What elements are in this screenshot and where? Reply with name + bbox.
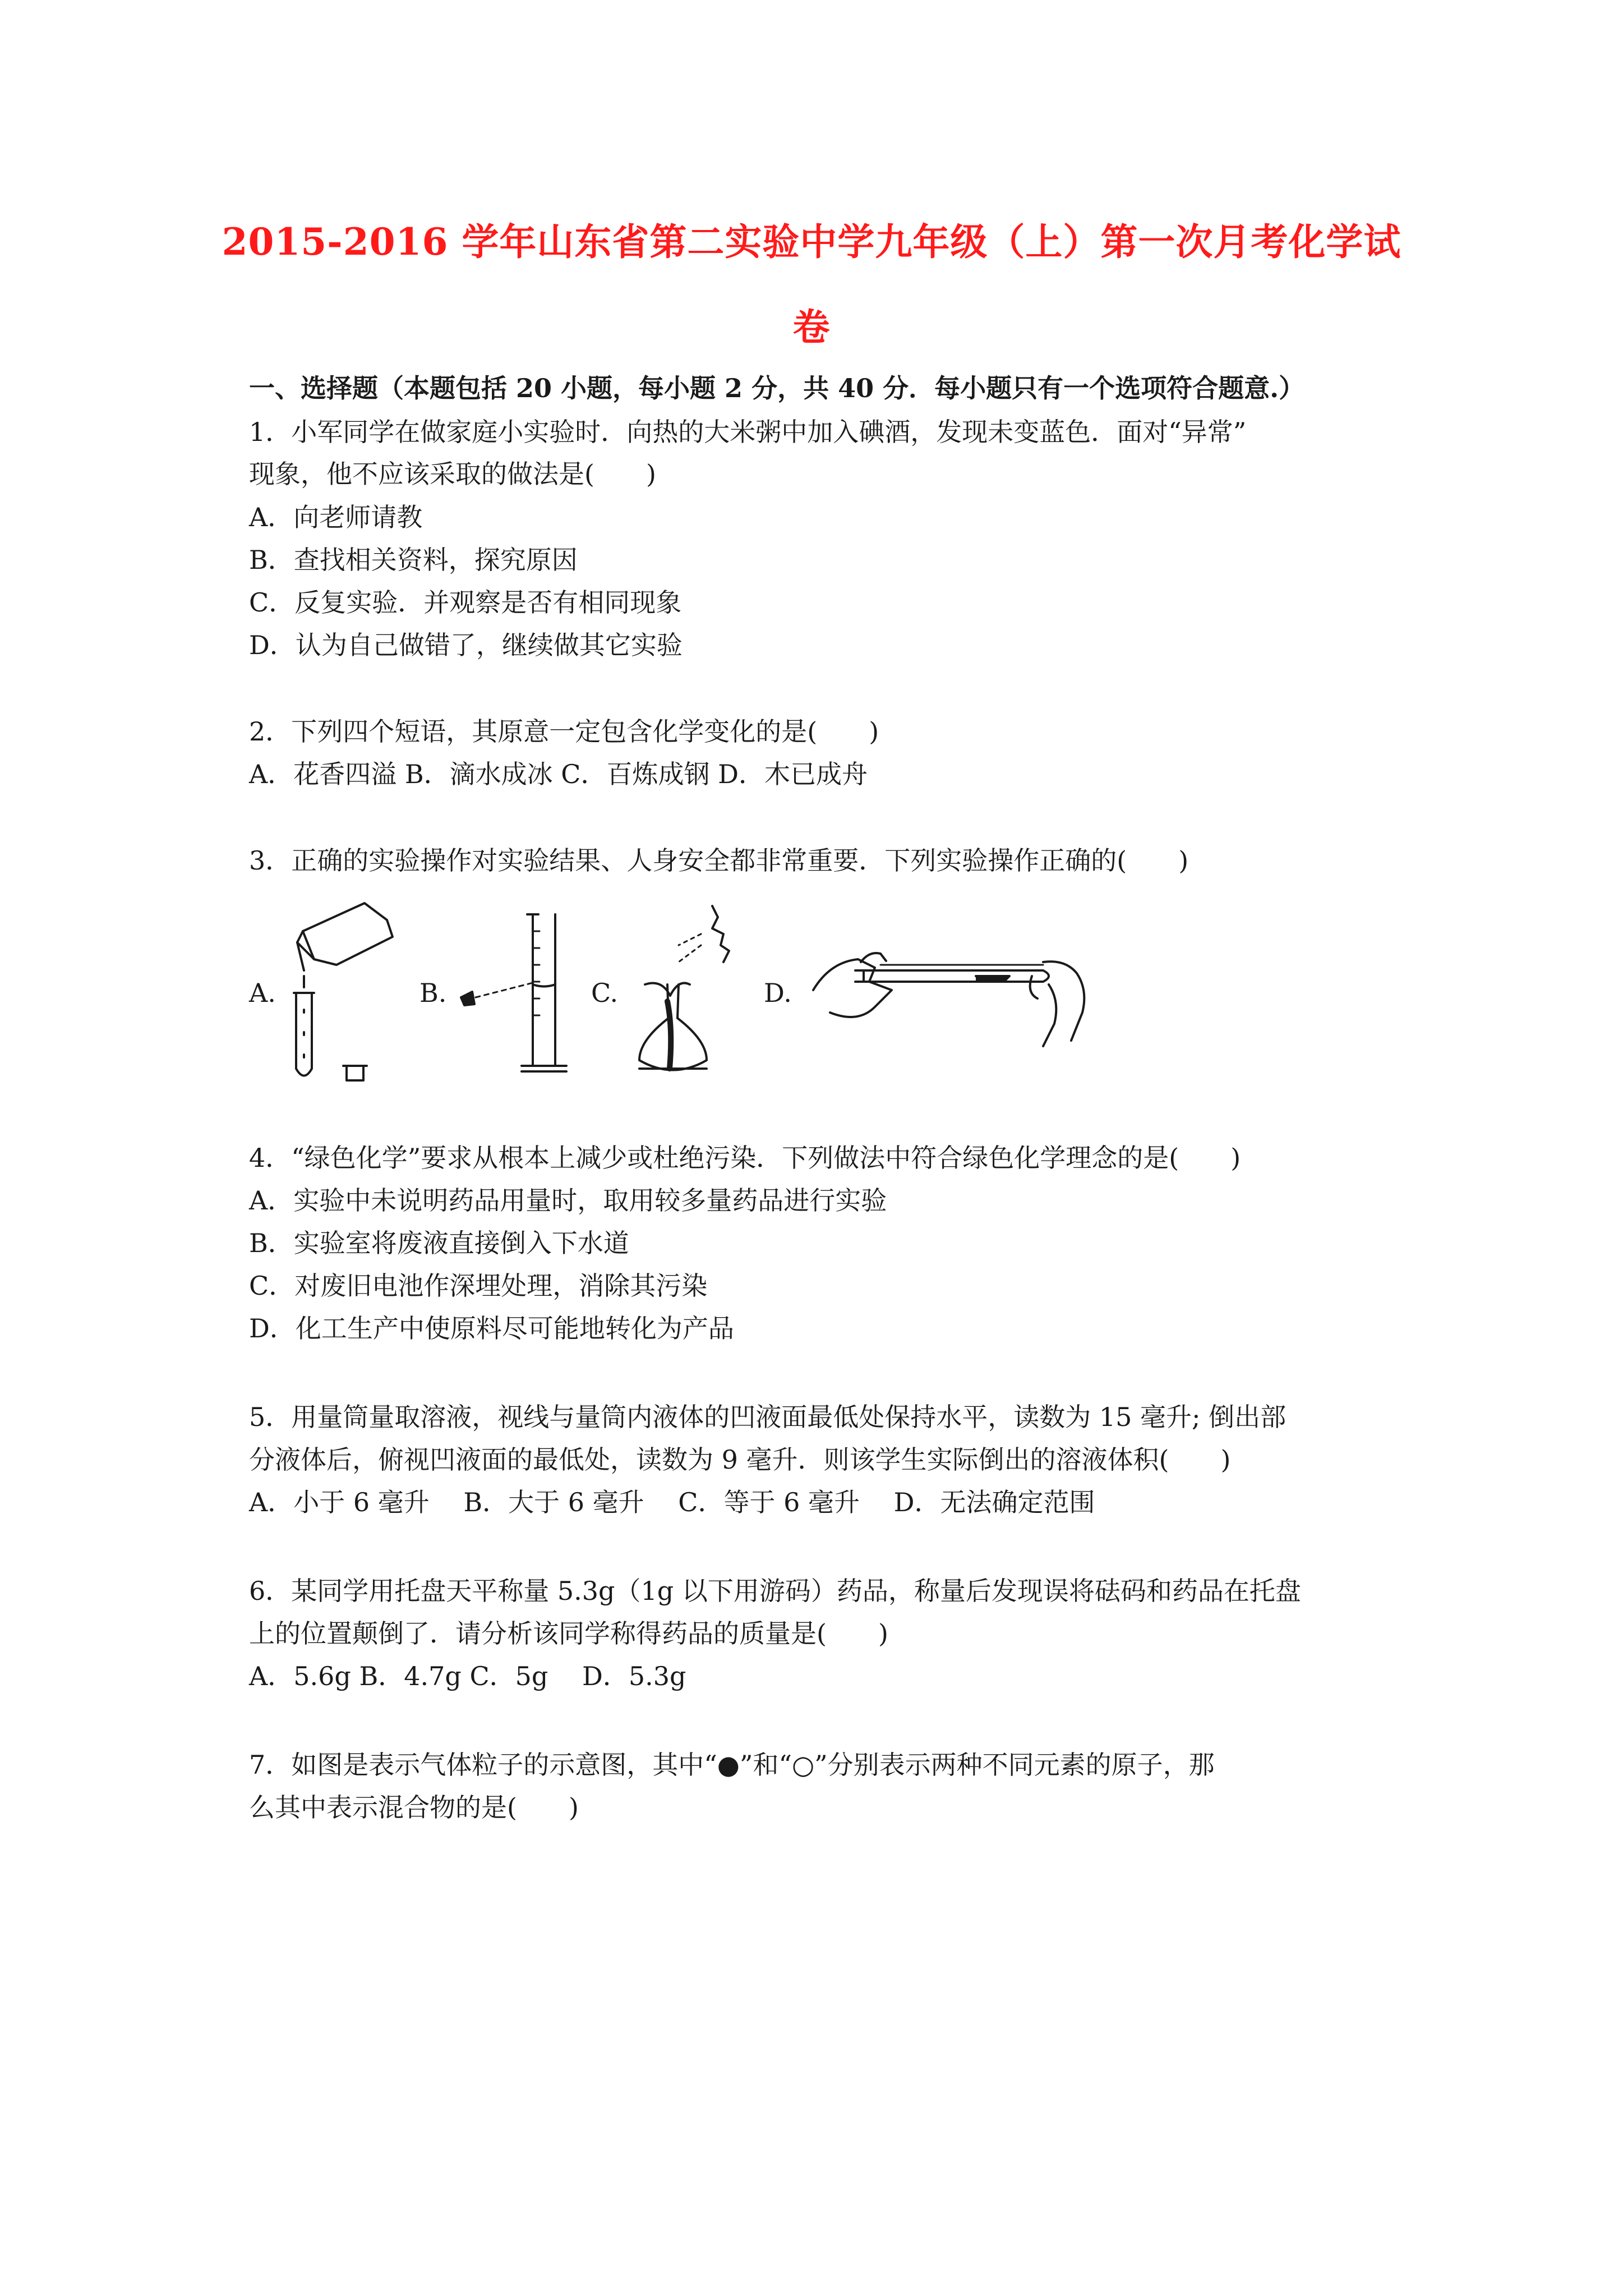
question-2-stem: 2．下列四个短语，其原意一定包含化学变化的是( ) [249, 716, 879, 747]
question-4-stem: 4．“绿色化学”要求从根本上减少或杜绝污染．下列做法中符合绿色化学理念的是( ) [249, 1143, 1241, 1173]
question-6-stem-cont: 上的位置颠倒了．请分析该同学称得药品的质量是( ) [249, 1618, 888, 1649]
question-6-stem: 6．某同学用托盘天平称量 5.3g（1g 以下用游码）药品，称量后发现误将砝码和药品在托盘 [249, 1576, 1301, 1606]
question-1-option-d: D．认为自己做错了，继续做其它实验 [249, 630, 683, 660]
question-7-stem-cont: 么其中表示混合物的是( ) [249, 1792, 579, 1823]
question-4-option-c: C．对废旧电池作深埋处理，消除其污染 [249, 1271, 708, 1301]
question-4-option-b: B．实验室将废液直接倒入下水道 [249, 1228, 629, 1258]
question-2-options: A．花香四溢 B．滴水成冰 C．百炼成钢 D．木已成舟 [249, 759, 868, 789]
pouring-liquid-icon [280, 898, 409, 1088]
section-heading: 一、选择题（本题包括 20 小题，每小题 2 分，共 40 分．每小题只有一个选项符合题意.） [249, 373, 1305, 403]
question-1-stem-cont: 现象，他不应该采取的做法是( ) [249, 459, 656, 489]
question-3-stem: 3．正确的实验操作对实验结果、人身安全都非常重要．下列实验操作正确的( ) [249, 845, 1189, 876]
question-5-options: A．小于 6 毫升 B．大于 6 毫升 C．等于 6 毫升 D．无法确定范围 [249, 1487, 1095, 1517]
page-title: 2015-2016 学年山东省第二实验中学九年级（上）第一次月考化学试 [222, 220, 1401, 264]
question-4-option-d: D．化工生产中使原料尽可能地转化为产品 [249, 1313, 734, 1343]
smelling-gas-icon [628, 900, 757, 1091]
page-title-continued: 卷 [792, 305, 831, 349]
question-3-label-c: C. [591, 978, 619, 1008]
holding-test-tube-icon [808, 928, 1099, 1069]
question-3-label-b: B. [419, 978, 447, 1008]
question-7-stem: 7．如图是表示气体粒子的示意图，其中“●”和“○”分别表示两种不同元素的原子，那 [249, 1750, 1215, 1780]
question-3-label-a: A. [249, 978, 276, 1008]
question-1-option-c: C．反复实验．并观察是否有相同现象 [249, 587, 682, 618]
question-3-label-d: D. [764, 978, 792, 1008]
question-4-option-a: A．实验中未说明药品用量时，取用较多量药品进行实验 [249, 1185, 887, 1216]
question-1-stem: 1．小军同学在做家庭小实验时．向热的大米粥中加入碘酒，发现未变蓝色．面对“异常” [249, 417, 1247, 447]
question-1-option-a: A．向老师请教 [249, 502, 423, 532]
question-5-stem: 5．用量筒量取溶液，视线与量筒内液体的凹液面最低处保持水平，读数为 15 毫升; 倒出部 [249, 1402, 1287, 1432]
question-1-option-b: B．查找相关资料，探究原因 [249, 545, 578, 575]
question-6-options: A．5.6g B．4.7g C．5g D．5.3g [249, 1661, 686, 1691]
graduated-cylinder-icon [454, 909, 583, 1077]
question-5-stem-cont: 分液体后，俯视凹液面的最低处，读数为 9 毫升．则该学生实际倒出的溶液体积( ) [249, 1444, 1231, 1475]
